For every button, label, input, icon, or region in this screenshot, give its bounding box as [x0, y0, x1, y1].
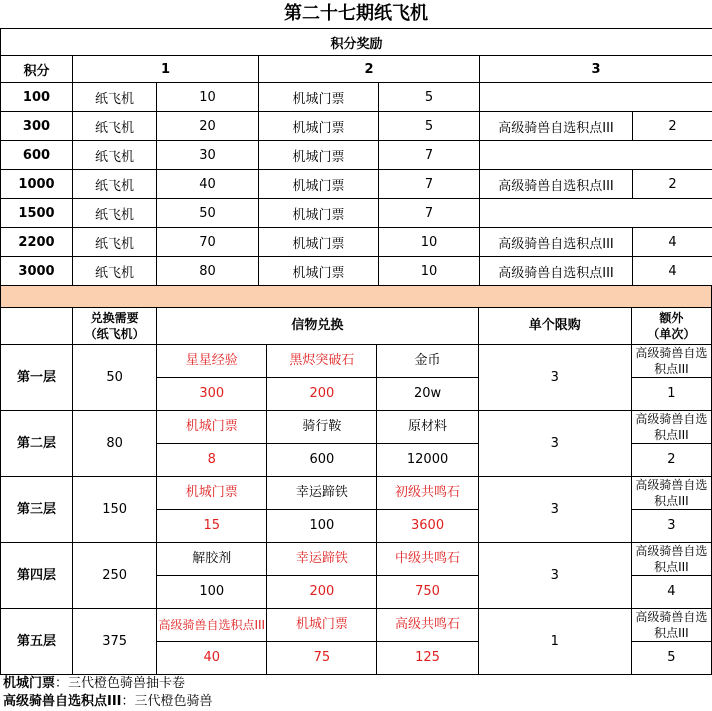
points-reward-table [0, 28, 712, 286]
footnote-term: 机城门票 [3, 676, 56, 691]
tier2-qty: 10 [379, 228, 480, 257]
item-name: 高级骑兽自选积点III [157, 609, 267, 642]
col-extra-line1: 额外 [659, 311, 684, 325]
tier-2-header: 2 [259, 56, 480, 83]
points-value: 3000 [1, 257, 73, 286]
col-cost-line2: （纸飞机） [84, 327, 145, 341]
tier1-qty: 50 [157, 199, 259, 228]
col-cost-line1: 兑换需要 [90, 311, 139, 325]
item-qty: 200 [267, 378, 377, 411]
floor-cost: 375 [73, 609, 157, 675]
tier1-qty: 20 [157, 112, 259, 141]
points-row [1, 199, 712, 228]
tier2-qty: 7 [379, 141, 480, 170]
extra-name: 高级骑兽自选积点III [631, 543, 711, 576]
tier1-reward: 纸飞机 [73, 83, 157, 112]
floor-limit: 3 [478, 411, 631, 477]
floor-limit: 3 [478, 477, 631, 543]
col-limit-header: 单个限购 [478, 308, 631, 345]
item-qty: 125 [377, 642, 478, 675]
item-qty: 3600 [377, 510, 478, 543]
col-extra-line2: （单次） [647, 327, 696, 341]
tier3-qty: 4 [633, 228, 712, 257]
points-row [1, 112, 712, 141]
item-qty: 300 [157, 378, 267, 411]
tier3-empty [480, 199, 712, 228]
points-value: 1000 [1, 170, 73, 199]
tier2-qty: 7 [379, 199, 480, 228]
floor-row [1, 345, 712, 378]
points-row [1, 228, 712, 257]
tier3-empty [480, 141, 712, 170]
tier3-empty [480, 83, 712, 112]
footnotes [0, 675, 712, 711]
floor-limit: 3 [478, 543, 631, 609]
floor-row [1, 543, 712, 576]
col-extra-header [631, 308, 711, 345]
item-qty: 600 [267, 444, 377, 477]
tier1-qty: 10 [157, 83, 259, 112]
tier1-reward: 纸飞机 [73, 228, 157, 257]
extra-name: 高级骑兽自选积点III [631, 411, 711, 444]
points-value: 2200 [1, 228, 73, 257]
floor-cost: 250 [73, 543, 157, 609]
tier1-qty: 80 [157, 257, 259, 286]
tier2-reward: 机城门票 [259, 141, 379, 170]
points-value: 1500 [1, 199, 73, 228]
points-row [1, 170, 712, 199]
points-section-header: 积分奖励 [1, 29, 712, 56]
tier1-reward: 纸飞机 [73, 199, 157, 228]
item-qty: 75 [267, 642, 377, 675]
col-points-header: 积分 [1, 56, 73, 83]
tier3-qty: 2 [633, 112, 712, 141]
tier1-reward: 纸飞机 [73, 257, 157, 286]
floor-row [1, 477, 712, 510]
points-row [1, 257, 712, 286]
footnote [0, 693, 712, 711]
item-name: 金币 [377, 345, 478, 378]
tier2-qty: 5 [379, 83, 480, 112]
floor-limit: 3 [478, 345, 631, 411]
item-name: 机城门票 [267, 609, 377, 642]
extra-name: 高级骑兽自选积点III [631, 477, 711, 510]
tier1-qty: 30 [157, 141, 259, 170]
tier1-reward: 纸飞机 [73, 141, 157, 170]
tier3-reward: 高级骑兽自选积点III [480, 228, 633, 257]
section-separator [0, 286, 712, 307]
exchange-table [0, 307, 712, 675]
item-name: 原材料 [377, 411, 478, 444]
item-name: 机城门票 [157, 411, 267, 444]
tier2-reward: 机城门票 [259, 199, 379, 228]
points-value: 600 [1, 141, 73, 170]
tier2-qty: 5 [379, 112, 480, 141]
floor-row [1, 411, 712, 444]
tier1-qty: 70 [157, 228, 259, 257]
tier3-qty: 2 [633, 170, 712, 199]
item-qty: 8 [157, 444, 267, 477]
tier1-reward: 纸飞机 [73, 112, 157, 141]
floor-cost: 50 [73, 345, 157, 411]
floor-name: 第三层 [1, 477, 73, 543]
item-qty: 750 [377, 576, 478, 609]
item-name: 初级共鸣石 [377, 477, 478, 510]
floor-name: 第四层 [1, 543, 73, 609]
tier1-reward: 纸飞机 [73, 170, 157, 199]
item-name: 幸运蹄铁 [267, 543, 377, 576]
extra-qty: 1 [631, 378, 711, 411]
points-row [1, 83, 712, 112]
extra-qty: 5 [631, 642, 711, 675]
tier3-reward: 高级骑兽自选积点III [480, 170, 633, 199]
points-value: 100 [1, 83, 73, 112]
item-name: 黑烬突破石 [267, 345, 377, 378]
tier3-reward: 高级骑兽自选积点III [480, 257, 633, 286]
item-name: 幸运蹄铁 [267, 477, 377, 510]
floor-name: 第五层 [1, 609, 73, 675]
item-qty: 100 [157, 576, 267, 609]
floor-cost: 150 [73, 477, 157, 543]
floor-limit: 1 [478, 609, 631, 675]
item-name: 高级共鸣石 [377, 609, 478, 642]
exchange-corner [1, 308, 73, 345]
item-qty: 200 [267, 576, 377, 609]
tier-3-header: 3 [480, 56, 712, 83]
extra-qty: 4 [631, 576, 711, 609]
extra-qty: 2 [631, 444, 711, 477]
extra-name: 高级骑兽自选积点III [631, 609, 711, 642]
footnote [0, 675, 712, 693]
floor-cost: 80 [73, 411, 157, 477]
item-qty: 15 [157, 510, 267, 543]
tier2-reward: 机城门票 [259, 83, 379, 112]
item-qty: 100 [267, 510, 377, 543]
footnote-term: 高级骑兽自选积点III [3, 694, 122, 709]
floor-name: 第一层 [1, 345, 73, 411]
tier2-reward: 机城门票 [259, 112, 379, 141]
item-qty: 12000 [377, 444, 478, 477]
item-name: 骑行鞍 [267, 411, 377, 444]
floor-row [1, 609, 712, 642]
item-name: 星星经验 [157, 345, 267, 378]
item-qty: 20w [377, 378, 478, 411]
tier3-qty: 4 [633, 257, 712, 286]
tier3-reward: 高级骑兽自选积点III [480, 112, 633, 141]
tier2-qty: 7 [379, 170, 480, 199]
footnote-desc: ：三代橙色骑兽抽卡卷 [55, 676, 186, 691]
col-cost-header [73, 308, 157, 345]
col-items-header: 信物兑换 [157, 308, 478, 345]
extra-name: 高级骑兽自选积点III [631, 345, 711, 378]
points-value: 300 [1, 112, 73, 141]
tier2-qty: 10 [379, 257, 480, 286]
footnote-desc: ：三代橙色骑兽 [121, 694, 213, 709]
tier2-reward: 机城门票 [259, 257, 379, 286]
item-name: 中级共鸣石 [377, 543, 478, 576]
points-row [1, 141, 712, 170]
floor-name: 第二层 [1, 411, 73, 477]
page-title: 第二十七期纸飞机 [284, 3, 428, 24]
item-name: 机城门票 [157, 477, 267, 510]
tier1-qty: 40 [157, 170, 259, 199]
extra-qty: 3 [631, 510, 711, 543]
item-qty: 40 [157, 642, 267, 675]
tier2-reward: 机城门票 [259, 170, 379, 199]
tier-1-header: 1 [73, 56, 259, 83]
tier2-reward: 机城门票 [259, 228, 379, 257]
item-name: 解胶剂 [157, 543, 267, 576]
